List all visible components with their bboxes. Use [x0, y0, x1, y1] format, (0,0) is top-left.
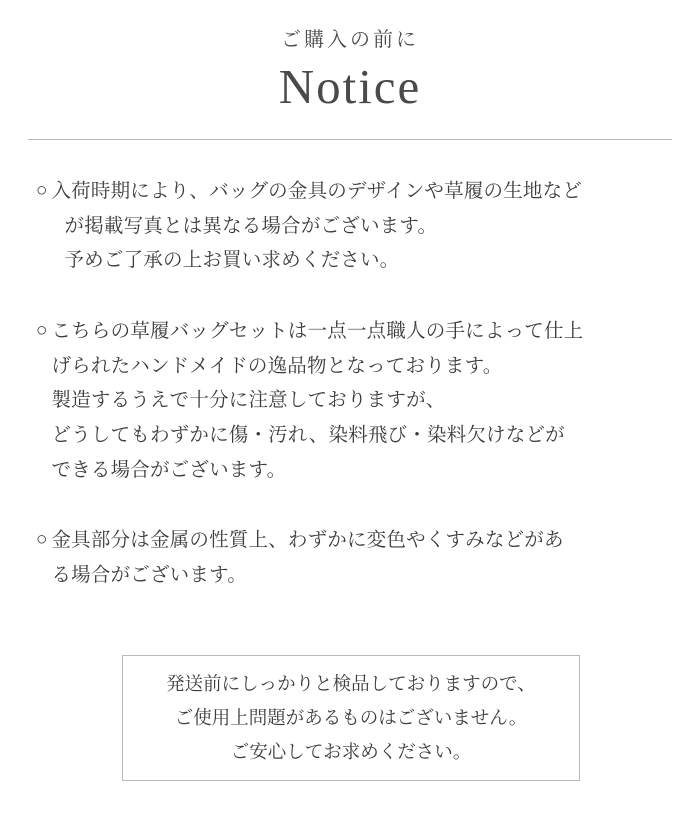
list-item-text [51, 523, 670, 592]
note-line: 製造するうえで十分に注意しておりますが、 [51, 389, 446, 412]
circle-marker-icon: ○ [36, 179, 48, 201]
page-title: Notice [278, 59, 422, 114]
notice-list [0, 174, 700, 593]
note-line: 予めご了承の上お買い求めください。 [64, 249, 400, 272]
circle-marker-icon: ○ [36, 319, 48, 341]
note-line: 入荷時期により、バッグの金具のデザインや草履の生地など [51, 179, 583, 202]
note-line: 金具部分は金属の性質上、わずかに変色やくすみなどがあ [51, 529, 564, 552]
header-divider [28, 139, 672, 140]
note-line: る場合がございます。 [51, 564, 247, 587]
page-kicker: ご購入の前に [281, 29, 419, 51]
list-item [36, 314, 670, 488]
callout-line: ご安心してお求めください。 [230, 741, 472, 763]
list-item [36, 523, 670, 592]
list-item [36, 174, 670, 278]
page-header [0, 0, 700, 117]
note-line: こちらの草履バッグセットは一点一点職人の手によって仕上 [51, 319, 584, 342]
list-item-text [51, 174, 670, 278]
note-line: げられたハンドメイドの逸品物となっております。 [51, 354, 503, 377]
list-item-text [51, 314, 670, 488]
callout-line: ご使用上問題があるものはございません。 [174, 706, 528, 728]
circle-marker-icon: ○ [36, 529, 48, 551]
note-line: できる場合がございます。 [51, 458, 287, 481]
note-line: が掲載写真とは異なる場合がございます。 [64, 214, 438, 237]
note-line: どうしてもわずかに傷・汚れ、染料飛び・染料欠けなどが [51, 424, 565, 447]
callout-line: 発送前にしっかりと検品しておりますので、 [166, 672, 536, 694]
callout-box [122, 655, 580, 781]
